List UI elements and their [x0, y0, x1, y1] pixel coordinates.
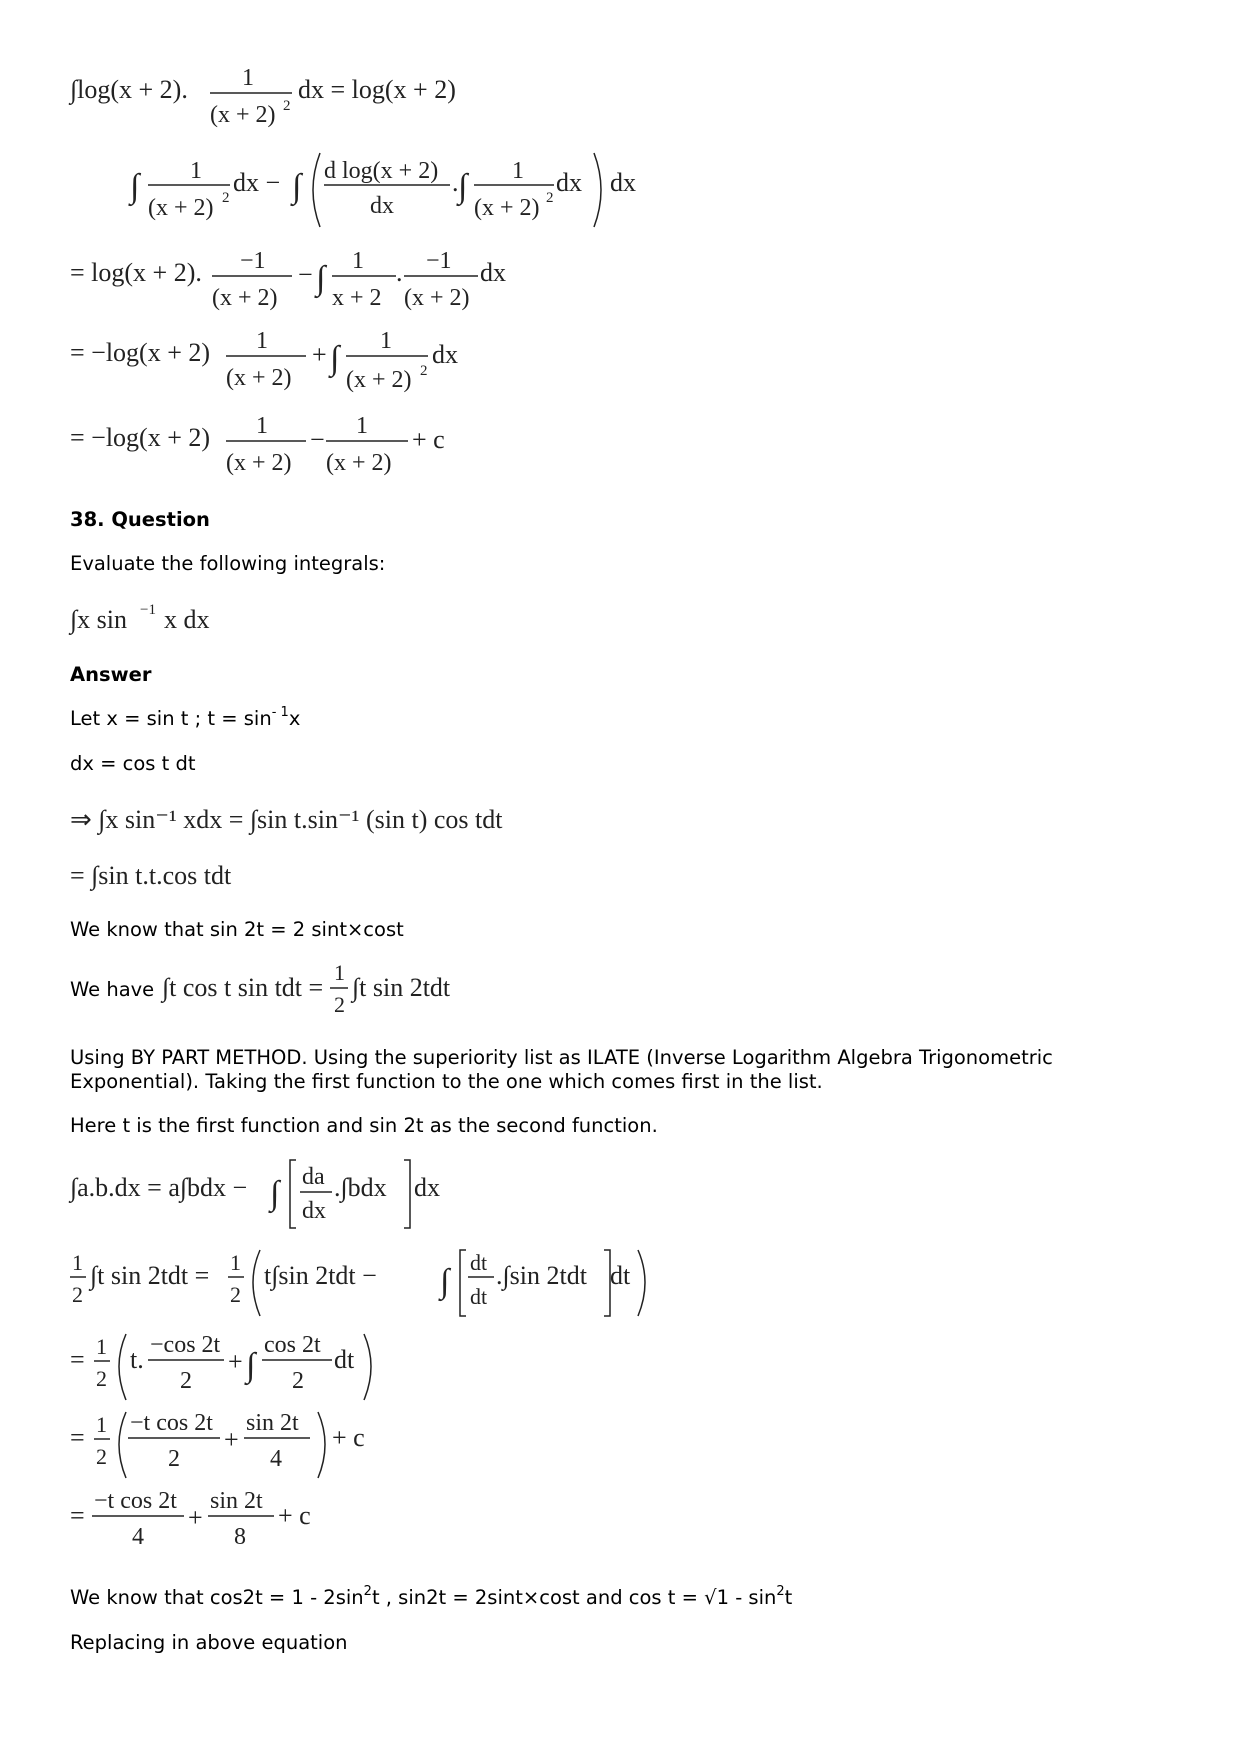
eq4-lhs: = −log(x + 2): [70, 338, 211, 367]
answer-eq-b-svg: [70, 850, 370, 900]
step-4: [70, 1484, 370, 1571]
step2-half-num: 1: [96, 1334, 107, 1359]
step-4-svg: [70, 1484, 370, 1564]
equation-2-svg: [130, 145, 650, 240]
equation-1: [70, 60, 590, 147]
step4-eq: =: [70, 1501, 85, 1530]
eq4-den2-exp: 2: [420, 363, 428, 379]
eq4-num1: 1: [256, 328, 268, 354]
equation-4: [70, 325, 590, 412]
eq2-mid: dx −: [233, 168, 281, 197]
step1-half-den-2: 2: [230, 1282, 241, 1307]
eq5-plus-c: + c: [412, 425, 445, 454]
step2-den2: 2: [292, 1368, 304, 1394]
integral-sign: ∫: [440, 1263, 450, 1300]
integral-sign: ∫: [270, 1175, 280, 1212]
left-bracket: [290, 1160, 296, 1228]
eq5-den2: (x + 2): [326, 450, 392, 476]
eq2-inner-den: dx: [370, 193, 394, 219]
step4-num2: sin 2t: [210, 1488, 263, 1514]
step3-plus-c: + c: [332, 1423, 365, 1452]
step-1-svg: [70, 1244, 630, 1324]
dot: .: [452, 168, 459, 197]
step2-t: t.: [130, 1345, 144, 1374]
step1-lhs: ∫t sin 2tdt =: [90, 1261, 210, 1290]
integral-sign: ∫: [458, 168, 468, 205]
eq1-num: 1: [242, 65, 254, 91]
step2-plus: +: [228, 1347, 243, 1376]
eq4-den1: (x + 2): [226, 365, 292, 391]
eq3-dx: dx: [480, 258, 506, 287]
equation-3: [70, 245, 590, 327]
step2-dt: dt: [334, 1345, 355, 1374]
step3-eq: =: [70, 1423, 85, 1452]
eq4-num2: 1: [380, 328, 392, 354]
formula-num: da: [302, 1164, 325, 1190]
eq1-lhs: ∫log(x + 2).: [70, 75, 188, 104]
we-have-den: 2: [334, 992, 345, 1017]
answer-line-2: dx = cos t dt: [70, 752, 196, 775]
formula-lhs: ∫a.b.dx = a∫bdx −: [70, 1173, 248, 1202]
question-integral-lhs: ∫x sin: [70, 605, 127, 634]
answer-heading: Answer: [70, 663, 152, 686]
step3-half-num: 1: [96, 1412, 107, 1437]
integral-sign: ∫: [246, 1347, 256, 1384]
know-line-1: We know that sin 2t = 2 sint×cost: [70, 918, 404, 941]
eq3-lhs: = log(x + 2).: [70, 258, 202, 287]
eq2-outer-dx: dx: [610, 168, 636, 197]
eq2-inner-den2: (x + 2): [474, 195, 540, 221]
step4-den2: 8: [234, 1524, 246, 1550]
by-part-paragraph: Using BY PART METHOD. Using the superiority list as ILATE (Inverse Logarithm Algebra Trigonometric Exponential). Taking the first function to the one which comes first in the list.: [70, 1046, 1053, 1093]
step-2-svg: [70, 1328, 490, 1408]
step4-plus-c: + c: [278, 1501, 311, 1530]
step3-num1: −t cos 2t: [130, 1410, 213, 1436]
eq3-den3: (x + 2): [404, 285, 470, 311]
step1-left-paren: [253, 1250, 260, 1316]
eq1-den-exp: 2: [283, 98, 291, 114]
answer-eq-b: [70, 850, 370, 907]
integral-sign: ∫: [130, 168, 140, 205]
question-integral-tail: x dx: [164, 605, 210, 634]
eq1-den: (x + 2): [210, 102, 276, 128]
question-integral-svg: [70, 594, 370, 644]
eq3-num3: −1: [426, 248, 452, 274]
know2-c: t: [784, 1586, 793, 1609]
answer-eq-a-text: ⇒ ∫x sin⁻¹ xdx = ∫sin t.sin⁻¹ (sin t) cos tdt: [70, 805, 503, 834]
step2-num2: cos 2t: [264, 1332, 321, 1358]
we-have-lhs: ∫t cos t sin tdt =: [162, 973, 324, 1002]
answer-eq-a: [70, 794, 590, 851]
step3-num2: sin 2t: [246, 1410, 299, 1436]
step3-den2: 4: [270, 1446, 282, 1472]
know2-sup2: 2: [776, 1584, 785, 1599]
eq2-num: 1: [190, 158, 202, 184]
step1-half-num: 1: [72, 1250, 83, 1275]
eq5-num1: 1: [256, 413, 268, 439]
equation-3-svg: [70, 245, 590, 320]
here-t-line: Here t is the first function and sin 2t as the second function.: [70, 1114, 658, 1137]
step1-den: dt: [470, 1284, 488, 1309]
step1-half-den: 2: [72, 1282, 83, 1307]
answer-line-1-b: x: [288, 707, 301, 730]
eq1-rhs: dx = log(x + 2): [298, 75, 456, 104]
know2-a: We know that cos2t = 1 - 2sin: [70, 1586, 364, 1609]
answer-line-1: [70, 707, 300, 731]
eq3-minus: −: [298, 260, 313, 289]
question-heading: 38. Question: [70, 508, 210, 531]
equation-4-svg: [70, 325, 590, 405]
step1-t-int: t∫sin 2tdt −: [264, 1261, 377, 1290]
eq2-inner-dx: dx: [556, 168, 582, 197]
step2-half-den: 2: [96, 1366, 107, 1391]
integral-sign: ∫: [330, 340, 340, 377]
step2-left-paren: [119, 1334, 126, 1400]
eq5-num2: 1: [356, 413, 368, 439]
question-prompt: Evaluate the following integrals:: [70, 552, 386, 575]
know2-b: t , sin2t = 2sint×cost and cos t = √1 - sin: [371, 1586, 777, 1609]
answer-line-1-sup: - 1: [271, 705, 289, 720]
equation-2: [130, 145, 650, 247]
step1-tail: .∫sin 2tdt: [496, 1261, 587, 1290]
step4-plus: +: [188, 1503, 203, 1532]
eq5-minus: −: [310, 425, 325, 454]
step3-den1: 2: [168, 1446, 180, 1472]
step1-half-num-2: 1: [230, 1250, 241, 1275]
eq3-num1: −1: [240, 248, 266, 274]
eq3-num2: 1: [352, 248, 364, 274]
step2-num1: −cos 2t: [150, 1332, 221, 1358]
we-have-equation-svg: [162, 956, 482, 1026]
dot: .: [396, 258, 403, 287]
left-paren: [313, 153, 320, 227]
eq2-inner-den2-exp: 2: [546, 190, 554, 206]
step2-right-paren: [364, 1334, 371, 1400]
we-have-label: We have: [70, 978, 155, 1001]
replacing-line: Replacing in above equation: [70, 1631, 348, 1654]
step1-left-bracket: [460, 1250, 466, 1316]
know-line-2: [70, 1586, 792, 1610]
eq3-den1: (x + 2): [212, 285, 278, 311]
we-have-equation: [162, 956, 482, 1033]
eq2-inner-num: d log(x + 2): [324, 158, 439, 184]
eq4-plus: +: [312, 340, 327, 369]
eq4-den2: (x + 2): [346, 367, 412, 393]
question-integral: [70, 594, 370, 651]
we-have-rhs: ∫t sin 2tdt: [352, 973, 451, 1002]
step3-half-den: 2: [96, 1444, 107, 1469]
step-1: [70, 1244, 630, 1331]
answer-eq-b-text: = ∫sin t.t.cos tdt: [70, 861, 232, 890]
question-integral-exp: −1: [140, 602, 156, 618]
step3-right-paren: [318, 1412, 325, 1478]
equation-5: [70, 410, 590, 492]
step4-num1: −t cos 2t: [94, 1488, 177, 1514]
formula-tail: .∫bdx: [334, 1173, 387, 1202]
answer-line-1-a: Let x = sin t ; t = sin: [70, 707, 272, 730]
eq2-den: (x + 2): [148, 195, 214, 221]
equation-1-svg: [70, 60, 590, 140]
step4-den1: 4: [132, 1524, 144, 1550]
step2-den1: 2: [180, 1368, 192, 1394]
right-paren: [594, 153, 601, 227]
by-parts-formula-svg: [70, 1154, 490, 1234]
eq2-inner-num2: 1: [512, 158, 524, 184]
step-2: [70, 1328, 490, 1415]
eq5-den1: (x + 2): [226, 450, 292, 476]
eq3-den2: x + 2: [332, 285, 382, 311]
step1-right-paren: [638, 1250, 645, 1316]
by-parts-formula: [70, 1154, 490, 1241]
integral-sign: ∫: [292, 168, 302, 205]
formula-den: dx: [302, 1198, 326, 1224]
integral-sign: ∫: [316, 260, 326, 297]
right-bracket: [404, 1160, 410, 1228]
step-3-svg: [70, 1406, 490, 1486]
equation-5-svg: [70, 410, 590, 485]
eq2-den-exp: 2: [222, 190, 230, 206]
eq4-dx: dx: [432, 340, 458, 369]
step1-num: dt: [470, 1250, 488, 1275]
step1-dt: dt: [610, 1261, 631, 1290]
eq5-lhs: = −log(x + 2): [70, 423, 211, 452]
answer-eq-a-svg: [70, 794, 590, 844]
step3-plus: +: [224, 1425, 239, 1454]
know2-sup1: 2: [363, 1584, 372, 1599]
step-3: [70, 1406, 490, 1493]
step3-left-paren: [119, 1412, 126, 1478]
formula-dx: dx: [414, 1173, 440, 1202]
we-have-num: 1: [334, 960, 345, 985]
step2-eq: =: [70, 1345, 85, 1374]
